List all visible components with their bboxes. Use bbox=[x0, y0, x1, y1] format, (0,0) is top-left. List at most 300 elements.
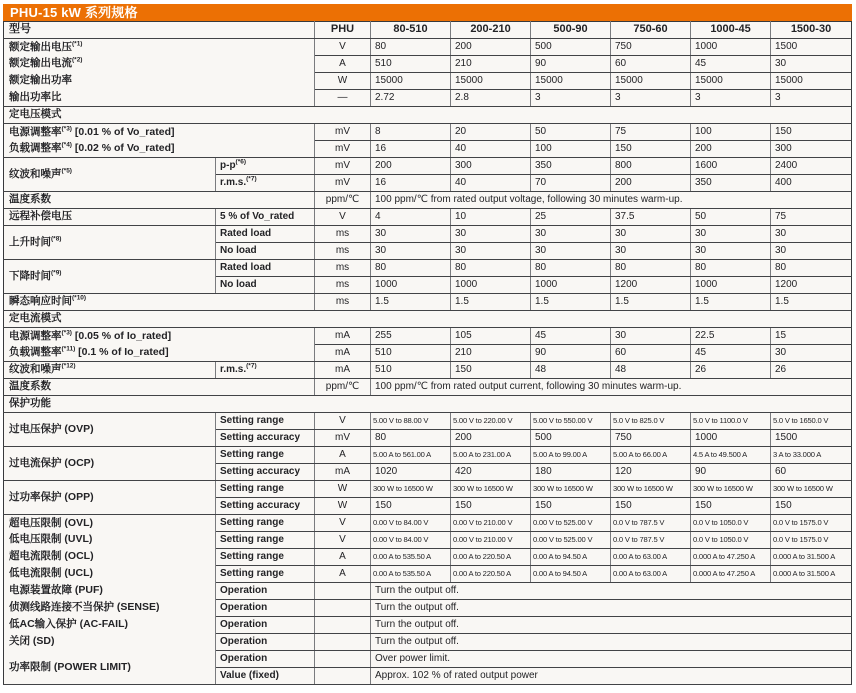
unit-cell: mV bbox=[315, 141, 371, 158]
value-cell: 150 bbox=[451, 498, 531, 515]
row-label: 下降时间$^{(*9)}$ bbox=[4, 260, 216, 294]
table-row bbox=[4, 634, 852, 651]
value-cell: 0.000 A to 47.250 A bbox=[691, 549, 771, 566]
section-row bbox=[4, 396, 852, 413]
row-sublabel: Setting accuracy bbox=[216, 464, 315, 481]
row-label: 过功率保护 (OPP) bbox=[4, 481, 216, 515]
row-label: 关闭 (SD) bbox=[4, 634, 216, 651]
row-label: 电源调整率$^{(*3)}$ [0.05 % of Io_rated] bbox=[4, 328, 315, 345]
value-cell: 80 bbox=[371, 260, 451, 277]
footnote-marker: (*11) bbox=[61, 345, 76, 353]
row-sublabel: Operation bbox=[216, 651, 315, 668]
row-label: 纹波和噪声$^{(*5)}$ bbox=[4, 158, 216, 192]
value-cell: 16 bbox=[371, 175, 451, 192]
value-cell: 1200 bbox=[771, 277, 852, 294]
row-sublabel: Operation bbox=[216, 617, 315, 634]
footnote-marker: (*7) bbox=[246, 175, 257, 183]
value-cell: 420 bbox=[451, 464, 531, 481]
value-cell: 5.00 A to 231.00 A bbox=[451, 447, 531, 464]
value-cell: 8 bbox=[371, 124, 451, 141]
row-label: 负载调整率$^{(*11)}$ [0.1 % of Io_rated] bbox=[4, 345, 315, 362]
value-cell: 2.8 bbox=[451, 90, 531, 107]
table-row bbox=[4, 328, 852, 345]
value-cell: 45 bbox=[691, 345, 771, 362]
value-cell: 48 bbox=[531, 362, 611, 379]
value-cell: 150 bbox=[771, 498, 852, 515]
row-label: 低AC输入保护 (AC-FAIL) bbox=[4, 617, 216, 634]
model-name: 80-510 bbox=[371, 22, 451, 39]
value-cell: 30 bbox=[611, 243, 691, 260]
table-row bbox=[4, 413, 852, 430]
unit-cell bbox=[315, 600, 371, 617]
row-label: 电源装置故障 (PUF) bbox=[4, 583, 216, 600]
row-label: 温度系数 bbox=[4, 192, 315, 209]
value-cell: 0.00 V to 525.00 V bbox=[531, 532, 611, 549]
table-row bbox=[4, 447, 852, 464]
value-cell: 80 bbox=[371, 430, 451, 447]
row-sublabel: $p-p^{(*6)}$ bbox=[216, 158, 315, 175]
value-cell: 200 bbox=[451, 39, 531, 56]
value-cell: 200 bbox=[371, 158, 451, 175]
value-cell: 70 bbox=[531, 175, 611, 192]
unit-cell bbox=[315, 634, 371, 651]
page-title: PHU-15 kW 系列规格 bbox=[10, 5, 138, 20]
section-row bbox=[4, 107, 852, 124]
value-cell: 80 bbox=[691, 260, 771, 277]
unit-cell: mV bbox=[315, 158, 371, 175]
value-cell: 0.0 V to 787.5 V bbox=[611, 515, 691, 532]
value-cell: 1200 bbox=[611, 277, 691, 294]
value-cell: 22.5 bbox=[691, 328, 771, 345]
footnote-marker: (*5) bbox=[61, 167, 72, 175]
unit-cell: A bbox=[315, 447, 371, 464]
value-cell: 50 bbox=[531, 124, 611, 141]
row-label: 侦测线路连接不当保护 (SENSE) bbox=[4, 600, 216, 617]
value-cell: 255 bbox=[371, 328, 451, 345]
table-row bbox=[4, 600, 852, 617]
row-sublabel: Setting range bbox=[216, 413, 315, 430]
row-sublabel: Rated load bbox=[216, 260, 315, 277]
table-row bbox=[4, 39, 852, 56]
value-cell: 75 bbox=[611, 124, 691, 141]
row-sublabel: r.m.s.$^{(*7)}$ bbox=[216, 175, 315, 192]
model-name: 1000-45 bbox=[691, 22, 771, 39]
value-cell: 300 W to 16500 W bbox=[691, 481, 771, 498]
value-cell: 60 bbox=[611, 56, 691, 73]
row-label: 远程补偿电压 bbox=[4, 209, 216, 226]
unit-cell bbox=[315, 617, 371, 634]
value-cell: 60 bbox=[611, 345, 691, 362]
value-cell: 37.5 bbox=[611, 209, 691, 226]
value-cell: 0.000 A to 31.500 A bbox=[771, 566, 852, 583]
unit-cell: mV bbox=[315, 175, 371, 192]
table-row bbox=[4, 90, 852, 107]
value-cell: 5.00 V to 88.00 V bbox=[371, 413, 451, 430]
row-label: 瞬态响应时间$^{(*10)}$ bbox=[4, 294, 315, 311]
value-cell: 30 bbox=[771, 345, 852, 362]
value-cell: 30 bbox=[531, 243, 611, 260]
table-row bbox=[4, 515, 852, 532]
value-cell: 3 bbox=[531, 90, 611, 107]
value-span-cell: 100 ppm/℃ from rated output current, following 30 minutes warm-up. bbox=[371, 379, 852, 396]
model-header-row bbox=[4, 22, 852, 39]
value-cell: 5.00 V to 550.00 V bbox=[531, 413, 611, 430]
row-label: 纹波和噪声$^{(*12)}$ bbox=[4, 362, 216, 379]
value-cell: 90 bbox=[531, 56, 611, 73]
unit-cell: ms bbox=[315, 277, 371, 294]
value-cell: 750 bbox=[611, 430, 691, 447]
row-sublabel: Operation bbox=[216, 583, 315, 600]
value-cell: 510 bbox=[371, 345, 451, 362]
spec-table bbox=[3, 21, 852, 685]
value-cell: 10 bbox=[451, 209, 531, 226]
value-cell: 60 bbox=[771, 464, 852, 481]
unit-cell: ms bbox=[315, 226, 371, 243]
unit-cell: A bbox=[315, 549, 371, 566]
value-cell: 510 bbox=[371, 362, 451, 379]
value-cell: 2.72 bbox=[371, 90, 451, 107]
value-cell: 1.5 bbox=[531, 294, 611, 311]
table-row bbox=[4, 379, 852, 396]
value-cell: 5.0 V to 1650.0 V bbox=[771, 413, 852, 430]
value-cell: 15000 bbox=[371, 73, 451, 90]
value-cell: 3 bbox=[691, 90, 771, 107]
value-cell: 25 bbox=[531, 209, 611, 226]
unit-cell: mA bbox=[315, 328, 371, 345]
footnote-marker: (*3) bbox=[61, 329, 72, 337]
unit-cell: ms bbox=[315, 243, 371, 260]
value-cell: 1.5 bbox=[691, 294, 771, 311]
value-cell: 1000 bbox=[371, 277, 451, 294]
value-cell: 15000 bbox=[451, 73, 531, 90]
value-cell: 500 bbox=[531, 39, 611, 56]
unit-cell: W bbox=[315, 481, 371, 498]
model-name: 1500-30 bbox=[771, 22, 852, 39]
unit-cell: V bbox=[315, 413, 371, 430]
value-cell: 30 bbox=[451, 243, 531, 260]
value-cell: 75 bbox=[771, 209, 852, 226]
value-cell: 1.5 bbox=[371, 294, 451, 311]
table-row bbox=[4, 549, 852, 566]
value-cell: 45 bbox=[531, 328, 611, 345]
value-cell: 3 bbox=[611, 90, 691, 107]
value-cell: 3 A to 33.000 A bbox=[771, 447, 852, 464]
value-cell: 0.0 V to 787.5 V bbox=[611, 532, 691, 549]
table-row bbox=[4, 651, 852, 668]
row-label: 过电压保护 (OVP) bbox=[4, 413, 216, 447]
unit-cell: ms bbox=[315, 260, 371, 277]
value-cell: 30 bbox=[691, 226, 771, 243]
spec-sheet bbox=[3, 4, 852, 685]
value-cell: 0.0 V to 1575.0 V bbox=[771, 532, 852, 549]
section-title: 保护功能 bbox=[4, 396, 852, 413]
value-cell: 26 bbox=[691, 362, 771, 379]
value-cell: 2400 bbox=[771, 158, 852, 175]
value-cell: 0.00 A to 63.00 A bbox=[611, 566, 691, 583]
value-cell: 300 bbox=[451, 158, 531, 175]
row-sublabel: Setting range bbox=[216, 447, 315, 464]
value-cell: 200 bbox=[691, 141, 771, 158]
unit-cell: V bbox=[315, 532, 371, 549]
value-span-cell: Turn the output off. bbox=[371, 617, 852, 634]
value-cell: 15000 bbox=[691, 73, 771, 90]
value-cell: 16 bbox=[371, 141, 451, 158]
value-cell: 30 bbox=[531, 226, 611, 243]
value-cell: 4 bbox=[371, 209, 451, 226]
unit-cell: A bbox=[315, 56, 371, 73]
row-label: 负载调整率$^{(*4)}$ [0.02 % of Vo_rated] bbox=[4, 141, 315, 158]
table-row bbox=[4, 294, 852, 311]
value-cell: 0.0 V to 1575.0 V bbox=[771, 515, 852, 532]
unit-cell: mA bbox=[315, 362, 371, 379]
value-cell: 1.5 bbox=[611, 294, 691, 311]
value-cell: 1500 bbox=[771, 39, 852, 56]
unit-cell: — bbox=[315, 90, 371, 107]
value-cell: 5.00 V to 220.00 V bbox=[451, 413, 531, 430]
footnote-marker: (*3) bbox=[61, 125, 72, 133]
value-cell: 200 bbox=[611, 175, 691, 192]
row-sublabel: No load bbox=[216, 277, 315, 294]
value-cell: 4.5 A to 49.500 A bbox=[691, 447, 771, 464]
value-cell: 105 bbox=[451, 328, 531, 345]
value-cell: 30 bbox=[771, 226, 852, 243]
table-row bbox=[4, 209, 852, 226]
value-cell: 0.00 A to 535.50 A bbox=[371, 549, 451, 566]
value-cell: 5.0 V to 825.0 V bbox=[611, 413, 691, 430]
value-cell: 30 bbox=[371, 226, 451, 243]
value-span-cell: Turn the output off. bbox=[371, 634, 852, 651]
value-cell: 1000 bbox=[691, 39, 771, 56]
value-cell: 200 bbox=[451, 430, 531, 447]
value-cell: 150 bbox=[611, 498, 691, 515]
value-cell: 1000 bbox=[691, 430, 771, 447]
value-cell: 15000 bbox=[611, 73, 691, 90]
footnote-marker: (*2) bbox=[72, 56, 83, 64]
value-cell: 90 bbox=[691, 464, 771, 481]
series-title-bar bbox=[3, 4, 852, 21]
table-row bbox=[4, 158, 852, 175]
value-cell: 48 bbox=[611, 362, 691, 379]
value-cell: 300 W to 16500 W bbox=[611, 481, 691, 498]
value-cell: 1000 bbox=[531, 277, 611, 294]
row-label: 低电流限制 (UCL) bbox=[4, 566, 216, 583]
row-sublabel: Setting range bbox=[216, 566, 315, 583]
table-row bbox=[4, 481, 852, 498]
footnote-marker: (*10) bbox=[72, 294, 87, 302]
unit-cell bbox=[315, 668, 371, 685]
unit-cell: A bbox=[315, 566, 371, 583]
value-cell: 210 bbox=[451, 345, 531, 362]
value-cell: 400 bbox=[771, 175, 852, 192]
row-label: 额定输出电流$^{(*2)}$ bbox=[4, 56, 315, 73]
unit-cell: mV bbox=[315, 430, 371, 447]
value-cell: 0.00 A to 63.00 A bbox=[611, 549, 691, 566]
value-cell: 0.000 A to 47.250 A bbox=[691, 566, 771, 583]
value-span-cell: Turn the output off. bbox=[371, 583, 852, 600]
row-sublabel: Setting accuracy bbox=[216, 498, 315, 515]
value-cell: 15000 bbox=[771, 73, 852, 90]
table-row bbox=[4, 226, 852, 243]
value-cell: 750 bbox=[611, 39, 691, 56]
value-cell: 5.00 A to 99.00 A bbox=[531, 447, 611, 464]
value-cell: 150 bbox=[371, 498, 451, 515]
value-cell: 0.00 A to 220.50 A bbox=[451, 566, 531, 583]
unit-cell: V bbox=[315, 515, 371, 532]
value-cell: 0.00 V to 84.00 V bbox=[371, 515, 451, 532]
row-sublabel: No load bbox=[216, 243, 315, 260]
row-label: 输出功率比 bbox=[4, 90, 315, 107]
row-sublabel: Setting range bbox=[216, 515, 315, 532]
value-cell: 90 bbox=[531, 345, 611, 362]
footnote-marker: (*12) bbox=[61, 362, 76, 370]
footnote-marker: (*7) bbox=[246, 362, 257, 370]
row-sublabel: 5 % of Vo_rated bbox=[216, 209, 315, 226]
row-sublabel: Setting range bbox=[216, 532, 315, 549]
value-cell: 510 bbox=[371, 56, 451, 73]
value-cell: 120 bbox=[611, 464, 691, 481]
footnote-marker: (*1) bbox=[72, 40, 83, 48]
row-sublabel: Value (fixed) bbox=[216, 668, 315, 685]
value-cell: 80 bbox=[371, 39, 451, 56]
row-sublabel: Operation bbox=[216, 634, 315, 651]
row-label: 额定输出功率 bbox=[4, 73, 315, 90]
value-cell: 3 bbox=[771, 90, 852, 107]
table-row bbox=[4, 532, 852, 549]
table-row bbox=[4, 141, 852, 158]
value-cell: 15 bbox=[771, 328, 852, 345]
row-label: 电源调整率$^{(*3)}$ [0.01 % of Vo_rated] bbox=[4, 124, 315, 141]
value-cell: 1.5 bbox=[451, 294, 531, 311]
value-cell: 300 W to 16500 W bbox=[771, 481, 852, 498]
row-sublabel: Setting range bbox=[216, 549, 315, 566]
section-title: 定电流模式 bbox=[4, 311, 852, 328]
row-label: 功率限制 (POWER LIMIT) bbox=[4, 651, 216, 685]
value-cell: 1000 bbox=[691, 277, 771, 294]
table-row bbox=[4, 124, 852, 141]
row-sublabel: Setting range bbox=[216, 481, 315, 498]
row-label: 额定输出电压$^{(*1)}$ bbox=[4, 39, 315, 56]
value-cell: 1500 bbox=[771, 430, 852, 447]
unit-cell: mV bbox=[315, 124, 371, 141]
value-cell: 5.00 A to 66.00 A bbox=[611, 447, 691, 464]
value-cell: 100 bbox=[691, 124, 771, 141]
row-label: 上升时间$^{(*8)}$ bbox=[4, 226, 216, 260]
value-cell: 150 bbox=[611, 141, 691, 158]
table-row bbox=[4, 56, 852, 73]
value-cell: 0.00 V to 84.00 V bbox=[371, 532, 451, 549]
value-cell: 0.00 V to 210.00 V bbox=[451, 515, 531, 532]
series-name: PHU bbox=[315, 22, 371, 39]
unit-cell: mA bbox=[315, 464, 371, 481]
value-cell: 1600 bbox=[691, 158, 771, 175]
value-cell: 20 bbox=[451, 124, 531, 141]
value-cell: 40 bbox=[451, 141, 531, 158]
value-cell: 0.000 A to 31.500 A bbox=[771, 549, 852, 566]
value-cell: 5.00 A to 561.00 A bbox=[371, 447, 451, 464]
model-name: 750-60 bbox=[611, 22, 691, 39]
row-label: 超电压限制 (OVL) bbox=[4, 515, 216, 532]
value-cell: 30 bbox=[691, 243, 771, 260]
table-row bbox=[4, 566, 852, 583]
value-cell: 300 W to 16500 W bbox=[531, 481, 611, 498]
unit-cell: V bbox=[315, 209, 371, 226]
table-row bbox=[4, 617, 852, 634]
model-name: 200-210 bbox=[451, 22, 531, 39]
table-row bbox=[4, 260, 852, 277]
value-cell: 350 bbox=[691, 175, 771, 192]
section-row bbox=[4, 311, 852, 328]
row-sublabel: Operation bbox=[216, 600, 315, 617]
value-cell: 1020 bbox=[371, 464, 451, 481]
value-cell: 30 bbox=[771, 243, 852, 260]
row-sublabel: Setting accuracy bbox=[216, 430, 315, 447]
unit-cell bbox=[315, 651, 371, 668]
unit-cell: mA bbox=[315, 345, 371, 362]
value-cell: 0.00 A to 535.50 A bbox=[371, 566, 451, 583]
value-span-cell: Approx. 102 % of rated output power bbox=[371, 668, 852, 685]
value-cell: 0.00 V to 210.00 V bbox=[451, 532, 531, 549]
table-row bbox=[4, 345, 852, 362]
value-cell: 30 bbox=[611, 226, 691, 243]
table-row bbox=[4, 362, 852, 379]
unit-cell: ppm/℃ bbox=[315, 192, 371, 209]
value-cell: 150 bbox=[691, 498, 771, 515]
value-cell: 50 bbox=[691, 209, 771, 226]
value-cell: 1000 bbox=[451, 277, 531, 294]
section-title: 定电压模式 bbox=[4, 107, 852, 124]
value-cell: 80 bbox=[771, 260, 852, 277]
value-cell: 300 bbox=[771, 141, 852, 158]
table-row bbox=[4, 583, 852, 600]
value-cell: 80 bbox=[531, 260, 611, 277]
value-span-cell: Over power limit. bbox=[371, 651, 852, 668]
value-cell: 1.5 bbox=[771, 294, 852, 311]
row-label: 低电压限制 (UVL) bbox=[4, 532, 216, 549]
value-cell: 26 bbox=[771, 362, 852, 379]
footnote-marker: (*8) bbox=[51, 235, 62, 243]
value-cell: 150 bbox=[771, 124, 852, 141]
value-cell: 300 W to 16500 W bbox=[371, 481, 451, 498]
unit-cell: V bbox=[315, 39, 371, 56]
value-cell: 0.00 A to 94.50 A bbox=[531, 566, 611, 583]
table-row bbox=[4, 192, 852, 209]
value-cell: 30 bbox=[611, 328, 691, 345]
value-cell: 150 bbox=[451, 362, 531, 379]
unit-cell: W bbox=[315, 498, 371, 515]
value-cell: 0.00 A to 94.50 A bbox=[531, 549, 611, 566]
value-cell: 30 bbox=[451, 226, 531, 243]
table-row bbox=[4, 73, 852, 90]
row-label: 温度系数 bbox=[4, 379, 315, 396]
value-cell: 100 bbox=[531, 141, 611, 158]
value-cell: 80 bbox=[451, 260, 531, 277]
row-sublabel: r.m.s.$^{(*7)}$ bbox=[216, 362, 315, 379]
value-cell: 5.0 V to 1100.0 V bbox=[691, 413, 771, 430]
value-cell: 300 W to 16500 W bbox=[451, 481, 531, 498]
value-cell: 80 bbox=[611, 260, 691, 277]
value-cell: 150 bbox=[531, 498, 611, 515]
value-cell: 500 bbox=[531, 430, 611, 447]
value-span-cell: 100 ppm/℃ from rated output voltage, following 30 minutes warm-up. bbox=[371, 192, 852, 209]
value-cell: 800 bbox=[611, 158, 691, 175]
value-cell: 0.00 V to 525.00 V bbox=[531, 515, 611, 532]
spec-table-body bbox=[4, 22, 852, 685]
value-cell: 210 bbox=[451, 56, 531, 73]
value-cell: 350 bbox=[531, 158, 611, 175]
unit-cell: ppm/℃ bbox=[315, 379, 371, 396]
value-cell: 30 bbox=[371, 243, 451, 260]
value-cell: 0.0 V to 1050.0 V bbox=[691, 532, 771, 549]
